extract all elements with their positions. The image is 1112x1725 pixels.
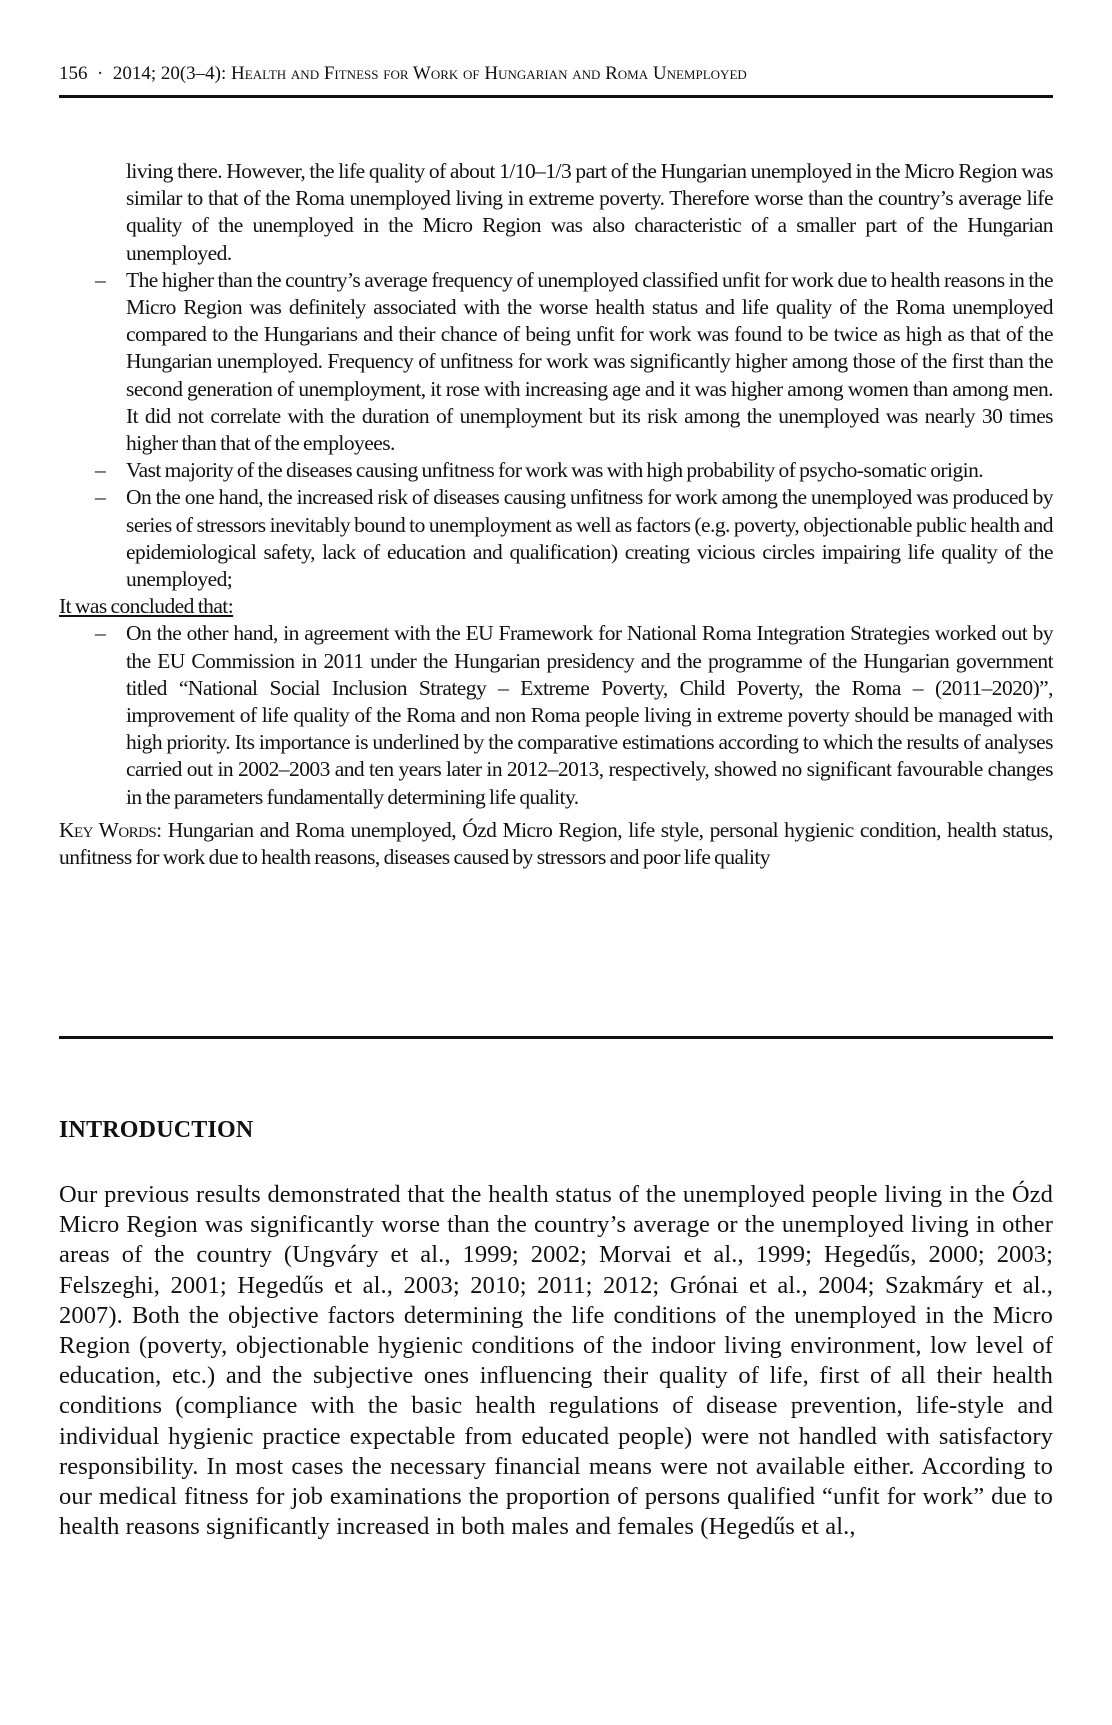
conclusion-list-item <box>59 620 1053 810</box>
conclusion-item-text: On the other hand, in agreement with the EU Framework for National Roma Integration Strategies worked out by the EU Commission in 2011 under the Hungarian presidency and the programme of the Hungarian government titled “National Social Inclusion Strategy – Extreme Poverty, Child Poverty, the Roma – (2011–2020)”, improvement of life quality of the Roma and non Roma people living in extreme poverty should be managed with high priority. Its importance is underlined by the comparative estimations according to which the results of analyses carried out in 2002–2003 and ten years later in 2012–2013, respectively, showed no significant favourable changes in the parameters fundamentally determining life quality. <box>126 621 1053 809</box>
abstract-list-item <box>59 457 1053 484</box>
abstract <box>59 158 1053 871</box>
running-head <box>59 62 1053 86</box>
abstract-item-text: On the one hand, the increased risk of diseases causing unfitness for work among the unemployed was produced by series of stressors inevitably bound to unemployment as well as factors (e.g. poverty, objectionable public health and epidemiological safety, lack of education and qualification) creating vicious circles impairing life quality of the unemployed; <box>126 485 1053 592</box>
dash-bullet: – <box>95 485 106 510</box>
separator-dot: · <box>97 63 104 84</box>
abstract-bottom-rule <box>59 1036 1053 1039</box>
keywords-label: Key Words: <box>59 817 162 842</box>
dash-bullet: – <box>95 621 106 646</box>
introduction-paragraph: Our previous results demonstrated that the health status of the unemployed people living in the Ózd Micro Region was significantly worse than the country’s average or the unemployed living in other areas of the country (Ungváry et al., 1999; 2002; Morvai et al., 1999; Hegedűs, 2000; 2003; Felszeghi, 2001; Hegedűs et al., 2003; 2010; 2011; 2012; Grónai et al., 2004; Szakmáry et al., 2007). Both the objective factors determining the life conditions of the unemployed in the Micro Region (poverty, objectionable hygienic conditions of the indoor living environment, low level of education, etc.) and the subjective ones influencing their quality of life, first of all their health conditions (compliance with the basic health regulations of disease prevention, life-style and individual hygienic practice expectable from educated people) were not handled with satisfactory responsibility. In most cases the necessary financial means were not available either. According to our medical fitness for job examinations the proportion of persons qualified “unfit for work” due to health reasons significantly increased in both males and females (Hegedűs et al., <box>59 1181 1053 1541</box>
keywords <box>59 817 1053 871</box>
page-number: 156 <box>59 63 88 84</box>
running-title: Health and Fitness for Work of Hungarian and Roma Unemployed <box>231 63 747 84</box>
abstract-continuation: living there. However, the life quality of about 1/10–1/3 part of the Hungarian unemployed in the Micro Region was similar to that of the Roma unemployed living in extreme poverty. Therefore worse than the country’s average life quality of the unemployed in the Micro Region was also characteristic of a smaller part of the Hungarian unemployed. <box>126 159 1053 265</box>
abstract-list-item <box>59 267 1053 457</box>
conclusion-label: It was concluded that: <box>59 594 234 619</box>
abstract-item-text: The higher than the country’s average frequency of unemployed classified unfit for work due to health reasons in the Micro Region was definitely associated with the worse health status and life quality of the Roma unemployed compared to the Hungarians and their chance of being unfit for work was found to be twice as high as that of the Hungarian unemployed. Frequency of unfitness for work was significantly higher among those of the first than the second generation of unemployment, it rose with increasing age and it was higher among women than among men. It did not correlate with the duration of unemployment but its risk among the unemployed was nearly 30 times higher than that of the employees. <box>126 267 1053 456</box>
abstract-item-text: Vast majority of the diseases causing unfitness for work was with high probability of psycho-somatic origin. <box>126 458 984 483</box>
keywords-text: Hungarian and Roma unemployed, Ózd Micro Region, life style, personal hygienic condition, health status, unfitness for work due to health reasons, diseases caused by stressors and poor life quality <box>59 817 1053 870</box>
dash-bullet: – <box>95 267 106 292</box>
dash-bullet: – <box>95 458 106 483</box>
section-heading-introduction: INTRODUCTION <box>59 1117 254 1143</box>
journal-volume: 2014; 20(3–4): <box>112 63 227 84</box>
abstract-list-item <box>59 484 1053 593</box>
introduction-body <box>59 1180 1053 1542</box>
header-rule <box>59 95 1053 98</box>
